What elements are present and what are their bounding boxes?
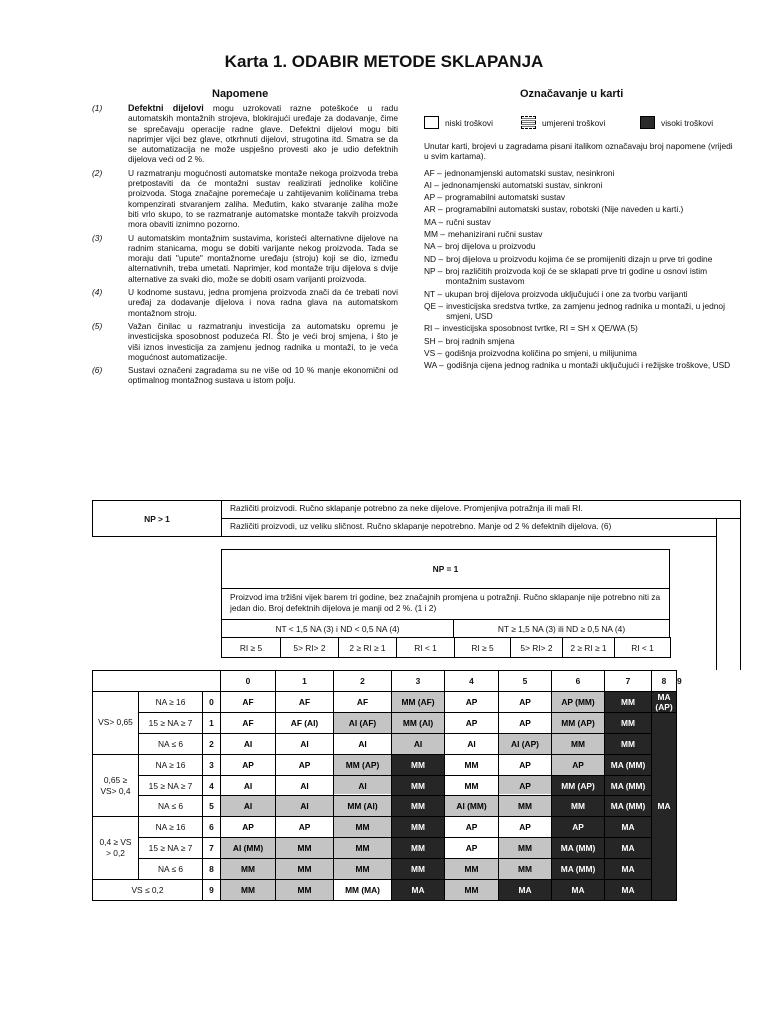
note-item [92, 365, 398, 386]
method-cell: AI (MM) [445, 796, 499, 817]
method-cell: AI [334, 733, 392, 754]
abbreviation-item [424, 323, 736, 333]
method-cell: MM [499, 859, 552, 880]
abbreviation-item [424, 360, 736, 370]
note-text: Važan činilac u razmatranju investicija za automatsku opremu je investicijska sposobnost poduzeća RI. Što je veći broj smjena, i što je viši iznos investicija za zamjenu jednog radnika u montaži, to je veća mogućnost automatizacije. [128, 320, 398, 362]
method-cell: AF [334, 691, 392, 712]
column-header: 8 [652, 671, 677, 692]
abbreviation-key: MA – [424, 216, 444, 227]
note-number: (5) [92, 320, 103, 331]
abbreviation-key: NP – [424, 265, 443, 276]
ri-condition: 2 ≥ RI ≥ 1 [562, 637, 615, 658]
abbreviation-list [424, 168, 736, 371]
note-number: (2) [92, 167, 103, 178]
mid-cost-swatch [521, 116, 536, 129]
column8-cell: MA [652, 712, 677, 900]
row-number: 7 [203, 838, 221, 859]
method-cell: MM [392, 859, 445, 880]
abbreviation-key: ND – [424, 253, 444, 264]
method-cell: MA (MM) [605, 775, 652, 796]
method-cell: AI (MM) [221, 838, 276, 859]
method-cell: AP [445, 712, 499, 733]
legend-mid [521, 116, 605, 129]
table-row [93, 754, 677, 775]
abbreviation-definition: investicijska sredstva tvrtke, za zamjenu jednog radnika u montaži, u jednoj smjeni, USD [446, 300, 725, 322]
method-cell: MM [605, 691, 652, 712]
method-cell: MM [605, 733, 652, 754]
low-cost-swatch [424, 116, 439, 129]
cost-legend [424, 116, 744, 132]
abbreviation-item [424, 180, 736, 190]
na-label: 15 ≥ NA ≥ 7 [139, 838, 203, 859]
method-cell: AI [392, 733, 445, 754]
legend-high [640, 116, 713, 129]
column-header: 2 [334, 671, 392, 692]
method-cell: MA (MM) [552, 859, 605, 880]
abbreviation-definition: ručni sustav [446, 216, 491, 227]
note-item [92, 168, 398, 230]
method-cell: MM [334, 838, 392, 859]
method-cell: AP [499, 712, 552, 733]
abbreviation-item [424, 192, 736, 202]
method-cell: AP [552, 754, 605, 775]
np-eq1-box: NP = 1 [221, 549, 670, 589]
method-cell: MM (AP) [552, 775, 605, 796]
method-cell: MM [552, 796, 605, 817]
column-header: 7 [605, 671, 652, 692]
legend-text [424, 141, 736, 373]
method-cell: AP [221, 754, 276, 775]
abbreviation-key: VS – [424, 348, 443, 359]
nt-left: NT < 1,5 NA (3) i ND < 0,5 NA (4) [221, 619, 454, 638]
method-cell: MM (MA) [334, 880, 392, 901]
method-cell: MM [392, 817, 445, 838]
method-cell: AI [276, 775, 334, 796]
vs-last-label: VS ≤ 0,2 [93, 880, 203, 901]
method-cell: MA [499, 880, 552, 901]
method-cell: MM [392, 796, 445, 817]
abbreviation-definition: broj radnih smjena [445, 335, 515, 346]
column-header: 0 [221, 671, 276, 692]
method-cell: MM [221, 859, 276, 880]
abbreviation-key: AF – [424, 167, 442, 178]
na-label: NA ≤ 6 [139, 859, 203, 880]
column8-top-cell: MA (AP) [652, 691, 677, 712]
row-number: 4 [203, 775, 221, 796]
abbreviation-item [424, 217, 736, 227]
abbreviation-item [424, 301, 736, 322]
row-number: 5 [203, 796, 221, 817]
legend-intro: Unutar karti, brojevi u zagradama pisani italikom označavaju broj napomene (vrijedi u svim kartama). [424, 141, 733, 162]
method-cell: AI [334, 775, 392, 796]
method-cell: AF [221, 691, 276, 712]
selection-matrix: 0 1 2 3 4 5 6 7 8 9 VS> 0,65 NA ≥ 16 0 AF AF AF MM (AF) AP AP AP (MM) MM MA (AP) MA 15 ≥ NA ≥ 7 1 AF AF (AI) AI (AF) MM (AI) AP AP MM (AP) MM MA NA ≤ 6 2 AI AI AI AI AI AI (AP) MM MM 0,65 ≥ VS> 0,4 NA ≥ 16 3 AP AP MM (AP) MM MM AP AP MA (MM) 15 ≥ NA ≥ 7 4 AI AI AI MM MM AP MM (AP) MA (MM) NA ≤ 6 5 AI AI MM (AI) MM AI (MM) MM MM MA (MM) 0,4 ≥ VS > 0,2 NA ≥ 16 6 AP AP MM MM AP AP AP MA 15 ≥ NA ≥ 7 7 AI (MM) MM MM MM AP MM MA (MM) MA NA ≤ 6 8 MM MM MM MM MM MM MA (MM) MA VS ≤ 0,2 9 MM MM MM (MA) MA MM MA MA MA [92, 670, 677, 901]
method-cell: MM (AI) [392, 712, 445, 733]
na-label: NA ≥ 16 [139, 691, 203, 712]
abbreviation-definition: jednonamjenski automatski sustav, sinkroni [441, 179, 603, 190]
method-cell: AP [445, 691, 499, 712]
abbreviation-key: QE – [424, 300, 444, 311]
table-row [93, 712, 677, 733]
method-cell: AF [221, 712, 276, 733]
ri-condition: RI ≥ 5 [221, 637, 281, 658]
method-cell: AP [445, 817, 499, 838]
method-cell: MA (MM) [605, 796, 652, 817]
note-number: (1) [92, 103, 103, 113]
row-number: 3 [203, 754, 221, 775]
note-item [92, 233, 398, 284]
column-header: 1 [276, 671, 334, 692]
np-eq1-text: Proizvod ima tržišni vijek barem tri godine, bez značajnih promjena u potražnji. Ručno sklapanje nije potrebno niti za jedan dio. Broj defektnih dijelova je manji od 2 %. (1 i 2) [221, 588, 670, 620]
method-cell: MM [392, 775, 445, 796]
abbreviation-definition: broj dijelova u proizvodu kojima će se promijeniti dizajn u prve tri godine [446, 253, 713, 264]
abbreviation-key: NA – [424, 241, 443, 252]
method-cell: MM [334, 859, 392, 880]
row-number: 8 [203, 859, 221, 880]
method-cell: MM [445, 754, 499, 775]
abbreviation-key: SH – [424, 335, 443, 346]
note-text: U automatskim montažnim sustavima, koristeći alternativne dijelove na radnim stanicama, mogu se dobiti varijante nekog proizvoda. Tada se moraju dati "upute" montažnome uređaju (stroju) koji se dio, između alternativnih, treba umetati. Naprimjer, kod montaže triju dijelova s dvije alternative za svaki dio, može se dobiti osam varijanti proizvoda. [128, 232, 398, 284]
method-cell: MA [605, 880, 652, 901]
method-cell: MM [605, 712, 652, 733]
notes-list [92, 103, 398, 389]
abbreviation-item [424, 348, 736, 358]
abbreviation-key: AP – [424, 192, 443, 203]
high-cost-swatch [640, 116, 655, 129]
note-text: U razmatranju mogućnosti automatske montaže nekoga proizvoda treba pretpostaviti da će montažni sustav realizirati jednolike količine proizvoda. Stoga značajne poremećaje u zahtijevanim količinama treba kompenzirati stvaranjem zaliha. Međutim, kako stvaranje zaliha može biti vrlo skupo, to se razmatranje automatske montaže takvih proizvoda mora obaviti iznimno pozorno. [128, 167, 398, 230]
method-cell: MM [276, 880, 334, 901]
vs-group-label: VS> 0,65 [93, 691, 139, 754]
note-item [92, 103, 398, 165]
method-cell: MA [605, 817, 652, 838]
abbreviation-definition: mehanizirani ručni sustav [447, 229, 543, 240]
method-cell: MA [392, 880, 445, 901]
method-cell: MM [392, 754, 445, 775]
method-cell: MA [605, 859, 652, 880]
ri-condition: RI ≥ 5 [454, 637, 511, 658]
abbreviation-key: AR – [424, 204, 443, 215]
np-gt1-row2: Različiti proizvodi, uz veliku sličnost. Ručno sklapanje nepotrebno. Manje od 2 % defektnih dijelova. (6) [221, 518, 717, 537]
abbreviation-item [424, 204, 736, 214]
np-gt1-box: NP > 1 [92, 500, 222, 537]
abbreviation-item [424, 336, 736, 346]
note-number: (3) [92, 232, 103, 243]
legend-low [424, 116, 493, 129]
blank-corner [93, 671, 221, 692]
table-row [93, 859, 677, 880]
legend-mid-label: umjereni troškovi [542, 117, 606, 128]
abbreviation-definition: programabilni automatski sustav, robotski (Nije naveden u karti.) [445, 204, 684, 215]
note-text: Defektni dijelovi mogu uzrokovati razne poteškoće u radu automatskih montažnih strojeva, blokirajući uređaje za dodavanje, čime se sprečavaju operacije radne glave. Defektni dijelovi mogu biti naprimjer vijci bez glave, otkrhnuti dijelovi, strugotina itd. Smatra se da se automatizacija ne može uspješno provesti ako je udio defektnih dijelova veći od 2 %. [128, 103, 398, 165]
abbreviation-key: NT – [424, 288, 442, 299]
method-cell: MM [499, 796, 552, 817]
method-cell: MA [552, 880, 605, 901]
abbreviation-item [424, 168, 736, 178]
na-label: 15 ≥ NA ≥ 7 [139, 712, 203, 733]
na-label: 15 ≥ NA ≥ 7 [139, 775, 203, 796]
column-header: 6 [552, 671, 605, 692]
note-number: (6) [92, 365, 103, 376]
note-text: Sustavi označeni zagradama su ne više od 10 % manje ekonomični od optimalnog montažnog sustava u istom polju. [128, 365, 398, 386]
table-row [93, 817, 677, 838]
note-item [92, 287, 398, 318]
note-number: (4) [92, 287, 103, 298]
abbreviation-definition: jednonamjenski automatski sustav, nesinkroni [444, 167, 615, 178]
abbreviation-key: RI – [424, 323, 440, 334]
ri-condition: 5> RI> 2 [280, 637, 339, 658]
table-row [93, 838, 677, 859]
method-cell: MM [392, 838, 445, 859]
method-cell: MM [276, 838, 334, 859]
method-cell: AP [499, 691, 552, 712]
column-header: 5 [499, 671, 552, 692]
method-cell: AP [276, 817, 334, 838]
abbreviation-item [424, 266, 736, 287]
abbreviation-item [424, 241, 736, 251]
method-cell: MM [276, 859, 334, 880]
abbreviation-item [424, 229, 736, 239]
row-number: 6 [203, 817, 221, 838]
method-cell: AI [445, 733, 499, 754]
column-header: 4 [445, 671, 499, 692]
row-number: 1 [203, 712, 221, 733]
method-cell: AP (MM) [552, 691, 605, 712]
table-row [93, 733, 677, 754]
page-title: Karta 1. ODABIR METODE SKLAPANJA [224, 52, 544, 71]
np-gt1-row1: Različiti proizvodi. Ručno sklapanje potrebno za neke dijelove. Promjenjiva potražnja ili mali RI. [221, 500, 741, 519]
method-cell: MM [552, 733, 605, 754]
abbreviation-key: AI – [424, 179, 439, 190]
method-cell: AI (AP) [499, 733, 552, 754]
method-cell: AI [221, 775, 276, 796]
column-header: 3 [392, 671, 445, 692]
legend-high-label: visoki troškovi [661, 117, 714, 128]
notes-heading: Napomene [212, 88, 269, 100]
abbreviation-definition: godišnja cijena jednog radnika u montaži uključujući i režijske troškove, USD [446, 360, 731, 371]
table-row: VS> 0,65 NA ≥ 16 0 AF AF AF MM (AF) AP AP AP (MM) MM MA (AP) MA [93, 691, 677, 712]
na-label: NA ≥ 16 [139, 754, 203, 775]
na-label: NA ≤ 6 [139, 796, 203, 817]
method-cell: MA [605, 838, 652, 859]
legend-low-label: niski troškovi [445, 117, 493, 128]
legend-heading: Označavanje u karti [520, 88, 624, 100]
abbreviation-definition: ukupan broj dijelova proizvoda uključujući i one za tvorbu varijanti [445, 288, 688, 299]
method-cell: AF (AI) [276, 712, 334, 733]
method-cell: MM (AI) [334, 796, 392, 817]
method-cell: MM (AP) [334, 754, 392, 775]
ri-condition: RI < 1 [396, 637, 455, 658]
method-cell: MA (MM) [605, 754, 652, 775]
ri-condition: 2 ≥ RI ≥ 1 [338, 637, 397, 658]
abbreviation-definition: godišnja proizvodna količina po smjeni, u milijunima [445, 348, 637, 359]
row-number: 9 [203, 880, 221, 901]
method-cell: MM (AF) [392, 691, 445, 712]
method-cell: MM (AP) [552, 712, 605, 733]
method-cell: MM [445, 880, 499, 901]
method-cell: AP [276, 754, 334, 775]
method-cell: AI [276, 733, 334, 754]
abbreviation-definition: investicijska sposobnost tvrtke, RI = SH x QE/WA (5) [442, 323, 638, 334]
method-cell: AP [499, 775, 552, 796]
abbreviation-key: WA – [424, 360, 444, 371]
connector-col9 [740, 519, 741, 670]
table-row [93, 796, 677, 817]
method-cell: MM [499, 838, 552, 859]
note-item [92, 321, 398, 362]
abbreviation-definition: broj različitih proizvoda koji će se sklapati prve tri godine u osnovi istim montažnim sustavom [445, 265, 708, 287]
abbreviation-item [424, 254, 736, 264]
note-text: U kodnome sustavu, jedna promjena proizvoda znači da će trebati novi uređaj za dodavanje dijelova i nova radna glava na automatskom montažnom stroju. [128, 287, 398, 318]
abbreviation-key: MM – [424, 229, 445, 240]
ri-condition: 5> RI> 2 [510, 637, 563, 658]
table-row [93, 880, 677, 901]
connector-col8 [716, 537, 717, 670]
method-cell: AP [552, 817, 605, 838]
vs-group-label: 0,65 ≥ VS> 0,4 [93, 754, 139, 817]
method-cell: AI [276, 796, 334, 817]
na-label: NA ≤ 6 [139, 733, 203, 754]
abbreviation-definition: broj dijelova u proizvodu [445, 241, 536, 252]
method-cell: AI [221, 733, 276, 754]
abbreviation-definition: programabilni automatski sustav [445, 192, 566, 203]
method-cell: MM [334, 817, 392, 838]
method-cell: AF [276, 691, 334, 712]
vs-group-label: 0,4 ≥ VS > 0,2 [93, 817, 139, 880]
method-cell: MM [221, 880, 276, 901]
method-cell: AP [445, 838, 499, 859]
table-row [93, 775, 677, 796]
method-cell: AI [221, 796, 276, 817]
nt-right: NT ≥ 1,5 NA (3) ili ND ≥ 0,5 NA (4) [453, 619, 670, 638]
ri-condition: RI < 1 [614, 637, 671, 658]
method-cell: AP [499, 754, 552, 775]
method-cell: AI (AF) [334, 712, 392, 733]
row-number: 0 [203, 691, 221, 712]
method-cell: MA (MM) [552, 838, 605, 859]
na-label: NA ≥ 16 [139, 817, 203, 838]
abbreviation-item [424, 289, 736, 299]
method-cell: MM [445, 859, 499, 880]
method-cell: AP [499, 817, 552, 838]
row-number: 2 [203, 733, 221, 754]
method-cell: AP [221, 817, 276, 838]
method-cell: MM [445, 775, 499, 796]
